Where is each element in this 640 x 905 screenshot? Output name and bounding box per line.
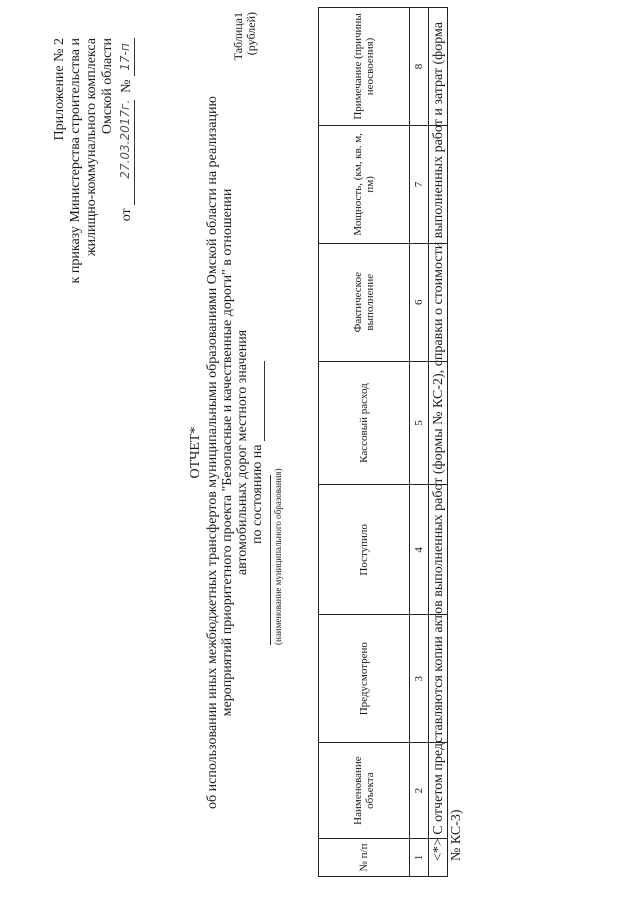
table-header-row <box>319 8 410 877</box>
handwritten-date: 27.03.2017г. <box>118 99 132 179</box>
numbering-cell: 7 <box>410 125 429 243</box>
table-numbering-row <box>410 8 429 877</box>
footnote: <*> С отчетом представляются копии актов выполненных работ (формы № КС-2), справки о стоимости выполненных работ и затрат (форма № КС-3) <box>431 22 464 861</box>
municipality-blank <box>270 475 271 645</box>
numbering-cell: 5 <box>410 361 429 485</box>
table-label <box>232 12 258 60</box>
header-cell: Предусмотрено <box>319 615 410 743</box>
header-cell: № п/п <box>319 839 410 877</box>
date-field <box>118 100 135 205</box>
numbering-cell: 6 <box>410 243 429 361</box>
appendix-line: Приложение № 2 <box>52 38 67 141</box>
table-number: Таблица1 <box>231 12 245 61</box>
numbering-cell: 3 <box>410 615 429 743</box>
order-date-number <box>118 38 135 221</box>
appendix-line: жилищно-коммунального комплекса <box>84 38 99 257</box>
header-cell: Фактическое выполнение <box>319 243 410 361</box>
header-cell: Поступило <box>319 485 410 615</box>
report-title <box>188 0 265 905</box>
header-cell: Мощность, (км, кв. м, пм) <box>319 125 410 243</box>
as-of-line <box>250 361 265 544</box>
numbering-cell: 2 <box>410 743 429 839</box>
report-heading: ОТЧЕТ* <box>188 426 203 479</box>
table-units: (рублей) <box>244 12 258 56</box>
header-cell: Примечание (причины неосвоения) <box>319 8 410 126</box>
municipality-field <box>270 468 283 645</box>
numbering-cell: 8 <box>410 8 429 126</box>
as-of-label: по состоянию на <box>250 444 265 545</box>
appendix-header <box>52 38 116 283</box>
number-field <box>118 38 135 76</box>
as-of-blank <box>252 361 265 441</box>
header-cell: Кассовый расход <box>319 361 410 485</box>
from-label: от <box>119 208 134 222</box>
handwritten-number: 17-п <box>118 43 132 71</box>
title-line: об использовании иных межбюджетных трансфертов муниципальными образованиями Омской области на реализацию <box>205 96 220 809</box>
header-cell: Наименование объекта <box>319 743 410 839</box>
report-table <box>318 7 448 877</box>
number-label: № <box>119 79 134 93</box>
title-line: мероприятий приоритетного проекта "Безопасные и качественные дороги" в отношении <box>220 188 235 717</box>
appendix-line: Омской области <box>100 38 115 135</box>
numbering-cell: 4 <box>410 485 429 615</box>
numbering-cell: 1 <box>410 839 429 877</box>
appendix-line: к приказу Министерства строительства и <box>68 38 83 284</box>
municipality-caption: (наименование муниципального образования) <box>273 468 283 645</box>
title-line: автомобильных дорог местного значения <box>235 329 250 576</box>
